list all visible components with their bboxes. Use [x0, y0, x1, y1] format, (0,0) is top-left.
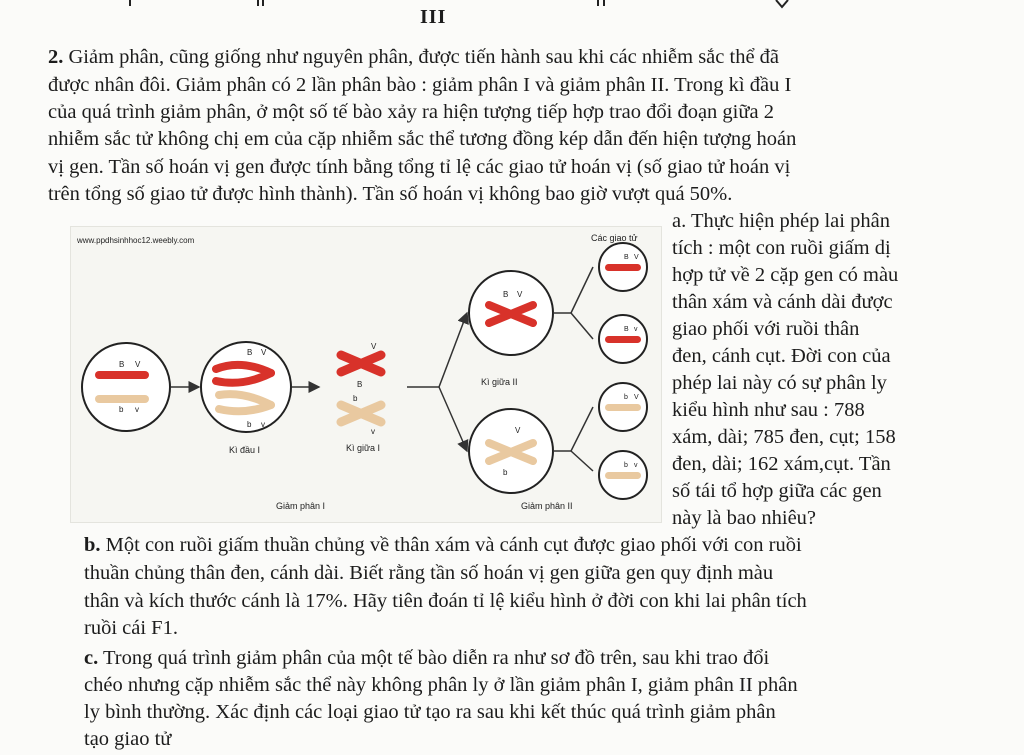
part-a-line-1: a. Thực hiện phép lai phân	[672, 210, 890, 232]
part-c-label: c.	[84, 647, 99, 669]
part-b-label: b.	[84, 534, 101, 556]
allele-b-3: b	[353, 394, 358, 403]
part-b-line-1: b. Một con ruồi giấm thuần chủng về thân xám và cánh cụt được giao phối với con ruồi	[84, 534, 802, 556]
cell-metaphase-2-bottom	[469, 409, 553, 493]
gamete-3	[599, 383, 647, 431]
gametes-title: Các giao tử	[591, 233, 638, 243]
part-b-line-4: ruồi cái F1.	[84, 617, 178, 639]
allele-B-1: B	[119, 360, 125, 369]
part-a-line-9: xám, dài; 785 đen, cụt; 158	[672, 426, 896, 448]
meiosis-diagram	[70, 226, 662, 523]
problem-intro-line-2: được nhân đôi. Giảm phân có 2 lần phân bào : giảm phân I và giảm phân II. Trong kì đầu I	[48, 74, 792, 96]
roman-numeral: III	[420, 6, 447, 28]
arrow-4-up	[571, 267, 593, 313]
part-b-line-2: thuần chủng thân đen, cánh dài. Biết rằng tần số hoán vị gen giữa gen quy định màu	[84, 562, 774, 584]
gamete-1	[599, 243, 647, 291]
problem-intro-line-4: nhiễm sắc tử không chị em của cặp nhiễm sắc thể tương đồng kép dẫn đến hiện tượng hoán	[48, 128, 797, 150]
cell-prophase-1	[201, 342, 291, 432]
allele-V-g3: V	[634, 394, 639, 401]
header-tickmarks	[0, 0, 1024, 40]
arrow-3-down	[439, 387, 467, 451]
allele-B-3: B	[357, 380, 363, 389]
part-b-line-3: thân và kích thước cánh là 17%. Hãy tiên đoán tỉ lệ kiểu hình ở đời con khi lai phân tích	[84, 590, 807, 612]
part-c-line-3: ly bình thường. Xác định các loại giao tử tạo ra sau khi kết thúc quá trình giảm phân	[84, 701, 776, 723]
arrow-5-up	[571, 407, 593, 451]
label-metaphase-1: Kì giữa I	[346, 443, 381, 453]
part-a-line-2: tích : một con ruồi giấm dị	[672, 237, 891, 259]
part-a-line-10: đen, dài; 162 xám,cụt. Tần	[672, 453, 891, 475]
part-a-line-3: hợp tử về 2 cặp gen có màu	[672, 264, 899, 286]
label-meiosis-1: Giảm phân I	[276, 501, 326, 511]
allele-V-4: V	[517, 290, 523, 299]
part-a-line-5: giao phối với ruồi thân	[672, 318, 860, 340]
allele-V-2: V	[261, 348, 267, 357]
part-c-line-1: c. Trong quá trình giảm phân của một tế bào diễn ra như sơ đồ trên, sau khi trao đổi	[84, 647, 770, 669]
gamete-2	[599, 315, 647, 363]
watermark-text: www.ppdhsinhhoc12.weebly.com	[77, 236, 195, 245]
part-c-line-4: tạo giao tử	[84, 728, 172, 750]
allele-v-1: v	[135, 405, 139, 414]
problem-intro-line-3: của quá trình giảm phân, ở một số tế bào xảy ra hiện tượng tiếp hợp trao đổi đoạn giữa 2	[48, 101, 774, 123]
allele-B-g2: B	[624, 326, 629, 333]
allele-V-5: V	[515, 426, 521, 435]
label-prophase-1: Kì đầu I	[229, 445, 261, 455]
cell-metaphase-1	[341, 342, 381, 436]
label-meiosis-2: Giảm phân II	[521, 501, 573, 511]
cell-initial	[82, 343, 170, 431]
allele-b-g3: b	[624, 394, 628, 401]
allele-B-4: B	[503, 290, 509, 299]
arrow-4-down	[571, 313, 593, 339]
part-a-line-11: số tái tổ hợp giữa các gen	[672, 480, 882, 502]
part-c-line-2: chéo nhưng cặp nhiễm sắc thể này không phân ly ở lần giảm phân I, giảm phân II phân	[84, 674, 798, 696]
allele-B-g1: B	[624, 254, 629, 261]
problem-intro-line-5: vị gen. Tần số hoán vị gen được tính bằng tổng tỉ lệ các giao tử hoán vị (số giao tử hoán vị	[48, 156, 791, 178]
arrow-3-up	[439, 313, 467, 387]
allele-v-g2: v	[634, 326, 638, 333]
problem-intro-line-6: trên tổng số giao tử được hình thành). Tần số hoán vị không bao giờ vượt quá 50%.	[48, 183, 733, 205]
part-a-line-12: này là bao nhiêu?	[672, 507, 817, 529]
part-a-line-7: phép lai này có sự phân ly	[672, 372, 887, 394]
part-a-line-8: kiểu hình như sau : 788	[672, 399, 865, 421]
allele-b-2: b	[247, 420, 252, 429]
allele-b-1: b	[119, 405, 124, 414]
allele-V-g1: V	[634, 254, 639, 261]
allele-v-g4: v	[634, 462, 638, 469]
cell-metaphase-2-top	[469, 271, 553, 355]
part-a-line-6: đen, cánh cụt. Đời con của	[672, 345, 891, 367]
allele-b-g4: b	[624, 462, 628, 469]
problem-number: 2.	[48, 46, 64, 68]
allele-b-5: b	[503, 468, 508, 477]
gamete-4	[599, 451, 647, 499]
meiosis-svg	[71, 227, 661, 522]
allele-v-3: v	[371, 427, 375, 436]
problem-intro-line-1: 2. Giảm phân, cũng giống như nguyên phân, được tiến hành sau khi các nhiễm sắc thể đã	[48, 46, 780, 68]
allele-v-2: v	[261, 420, 265, 429]
label-metaphase-2: Kì giữa II	[481, 377, 518, 387]
arrow-5-down	[571, 451, 593, 471]
allele-V-1: V	[135, 360, 141, 369]
part-a-line-4: thân xám và cánh dài được	[672, 291, 893, 313]
allele-V-3: V	[371, 342, 377, 351]
allele-B-2: B	[247, 348, 253, 357]
